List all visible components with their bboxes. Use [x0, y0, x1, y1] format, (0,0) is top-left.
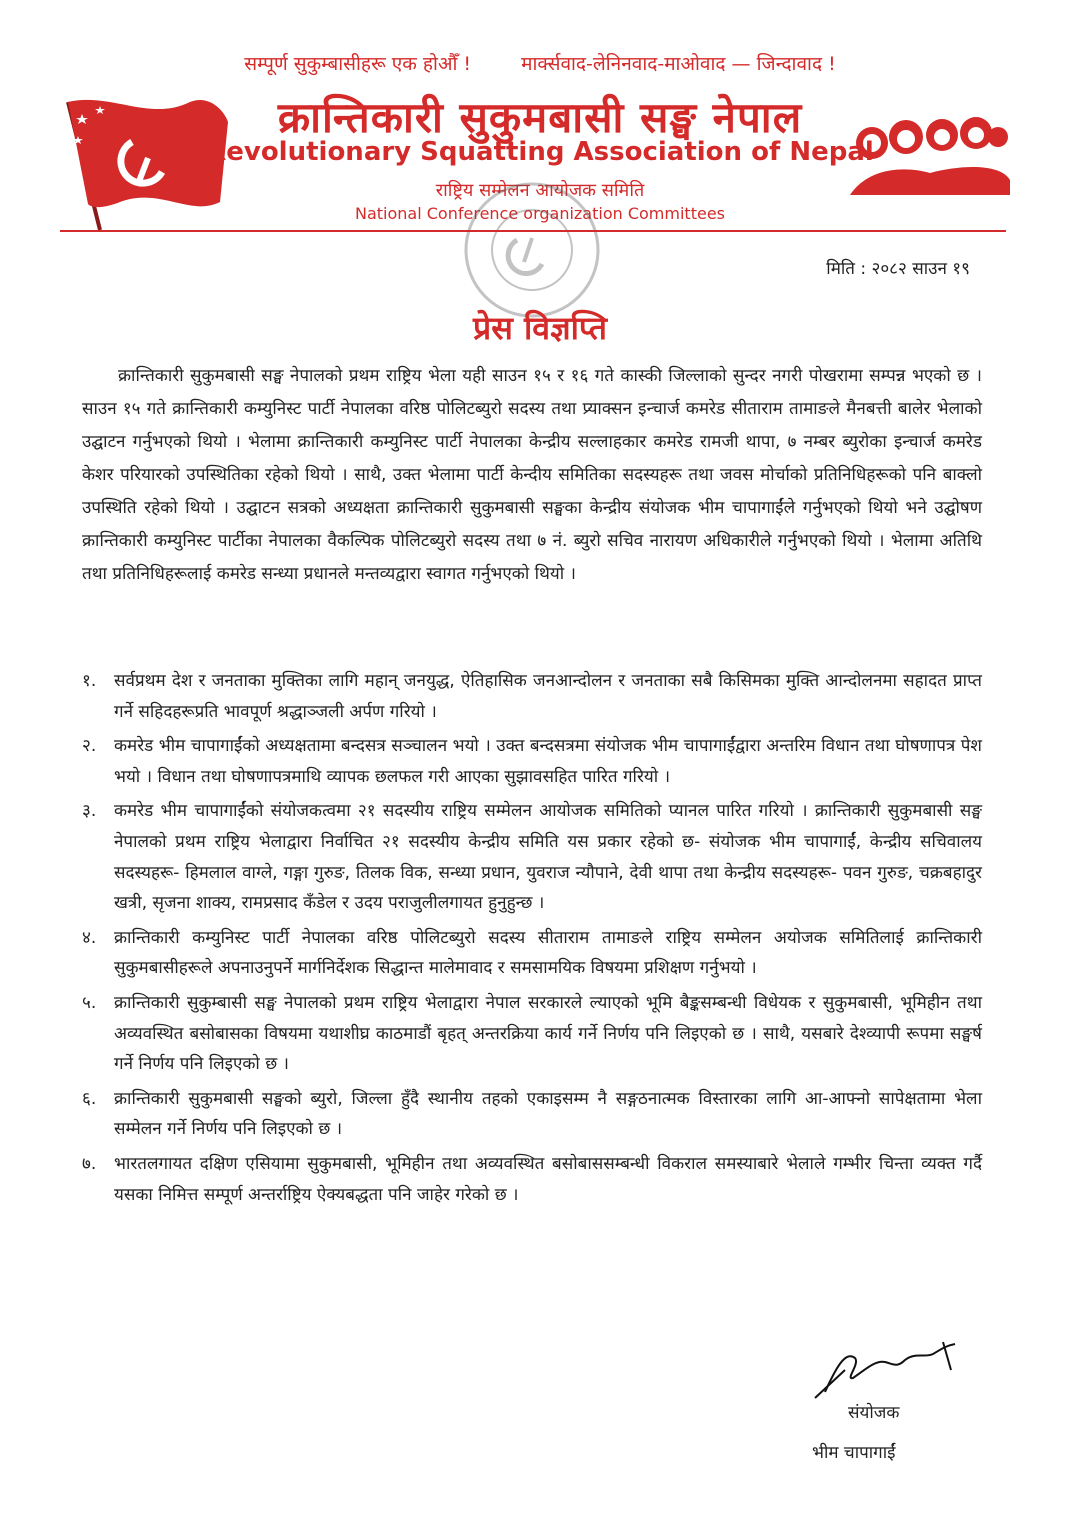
list-item: [82, 1084, 982, 1145]
list-item-number: १.: [82, 671, 97, 691]
list-item-number: ६.: [82, 1088, 97, 1109]
list-item: [82, 1149, 982, 1210]
decision-list: [82, 666, 982, 1214]
header-divider: [60, 230, 1006, 232]
list-item-text: सर्वप्रथम देश र जनताका मुक्तिका लागि महान् जनयुद्ध, ऐतिहासिक जनआन्दोलन र जनताका सबै किसिमका मुक्ति आन्दोलनमा सहादत प्राप्त गर्ने सहिदहरूप्रति भावपूर्ण श्रद्धाञ्जली अर्पण गरियो ।: [114, 671, 982, 722]
list-item-text: कमरेड भीम चापागाईंको संयोजकत्वमा २१ सदस्यीय राष्ट्रिय सम्मेलन आयोजक समितिको प्यानल पारित गरियो । क्रान्तिकारी सुकुमबासी सङ्घ नेपालको प्रथम राष्ट्रिय भेलाद्वारा निर्वाचित २१ सदस्यीय केन्द्रीय समिति यस प्रकार रहेको छ- संयोजक भीम चापागाईं, केन्द्रीय सचिवालय सदस्यहरू- हिमलाल वाग्ले, गङ्गा गुरुङ, तिलक विक, सन्ध्या प्रधान, युवराज न्यौपाने, देवी थापा तथा केन्द्रीय सदस्यहरू- पवन गुरुङ, चक्रबहादुर खत्री, सृजना शाक्य, रामप्रसाद कँडेल र उदय पराजुलीलगायत हुनुहुन्छ ।: [114, 801, 982, 914]
signatory-name: भीम चापागाईं: [812, 1443, 896, 1463]
intro-text: क्रान्तिकारी सुकुमबासी सङ्घ नेपालको प्रथम राष्ट्रिय भेला यही साउन १५ र १६ गते कास्की जिल्लाको सुन्दर नगरी पोखरामा सम्पन्न भएको छ । साउन १५ गते क्रान्तिकारी कम्युनिस्ट पार्टी नेपालका वरिष्ठ पोलिटब्युरो सदस्य तथा प्र्याक्सन इन्चार्ज कमरेड सीताराम तामाङले मैनबत्ती बालेर भेलाको उद्घाटन गर्नुभएको थियो । भेलामा क्रान्तिकारी कम्युनिस्ट पार्टी नेपालका केन्द्रीय सल्लाहकार कमरेड रामजी थापा, ७ नम्बर ब्युरोका इन्चार्ज कमरेड केशर परियारको उपस्थितिका रहेको थियो । साथै, उक्त भेलामा पार्टी केन्दीय समितिका सदस्यहरू तथा जवस मोर्चाको प्रतिनिधिहरूको पनि बाक्लो उपस्थिति रहेको थियो । उद्घाटन सत्रको अध्यक्षता क्रान्तिकारी सुकुमबासी सङ्घका केन्द्रीय संयोजक भीम चापागाईंले गर्नुभएको थियो भने उद्घोषण क्रान्तिकारी कम्युनिस्ट पार्टीका नेपालका वैकल्पिक पोलिटब्युरो सदस्य तथा ७ नं. ब्युरो सचिव नारायण अधिकारीले गर्नुभएको थियो । भेलामा अतिथि तथा प्रतिनिधिहरूलाई कमरेड सन्ध्या प्रधानले मन्तव्यद्वारा स्वागत गर्नुभएको थियो ।: [82, 366, 982, 584]
list-item: [82, 666, 982, 727]
page-title: प्रेस विज्ञप्ति: [473, 309, 607, 347]
slogan-right: मार्क्सवाद-लेनिनवाद-माओवाद — जिन्दावाद !: [521, 53, 836, 75]
list-item-number: ७.: [82, 1153, 97, 1174]
organization-name-nepali: क्रान्तिकारी सुकुमबासी सङ्घ नेपाल: [277, 93, 803, 142]
committee-name-english: National Conference organization Committees: [355, 204, 725, 223]
list-item-number: ४.: [82, 927, 97, 948]
signatory-role: संयोजक: [848, 1403, 900, 1423]
list-item-text: कमरेड भीम चापागाईंको अध्यक्षतामा बन्दसत्र सञ्चालन भयो । उक्त बन्दसत्रमा संयोजक भीम चापागाईंद्वारा अन्तरिम विधान तथा घोषणापत्र पेश भयो । विधान तथा घोषणापत्रमाथि व्यापक छलफल गरी आएका सुझावसहित पारित गरियो ।: [114, 736, 982, 787]
organization-seal-icon: [462, 180, 602, 320]
signature-mark: [805, 1340, 975, 1400]
list-item-text: भारतलगायत दक्षिण एसियामा सुकुमबासी, भूमिहीन तथा अव्यवस्थित बसोबाससम्बन्धी विकराल समस्याबारे भेलाले गम्भीर चिन्ता व्यक्त गर्दै यसका निमित्त सम्पूर्ण अन्तर्राष्ट्रिय ऐक्यबद्धता पनि जाहेर गरेको छ ।: [114, 1153, 982, 1205]
list-item-number: ३.: [82, 801, 97, 822]
list-item: [82, 923, 982, 984]
list-item-text: क्रान्तिकारी कम्युनिस्ट पार्टी नेपालका वरिष्ठ पोलिटब्युरो सदस्य सीताराम तामाङले राष्ट्रिय सम्मेलन अयोजक समितिलाई क्रान्तिकारी सुकुमबासीहरूले अपनाउनुपर्ने मार्गनिर्देशक सिद्धान्त मालेमावाद र समसामयिक विषयमा प्रशिक्षण गर्नुभयो ।: [114, 927, 982, 979]
date: मिति : २०८२ साउन १९: [826, 259, 970, 279]
list-item-text: क्रान्तिकारी सुकुम्बासी सङ्घ नेपालको प्रथम राष्ट्रिय भेलाद्वारा नेपाल सरकारले ल्याएको भूमि बैङ्कसम्बन्धी विधेयक र सुकुमबासी, भूमिहीन तथा अव्यवस्थित बसोबासका विषयमा यथाशीघ्र काठमाडौं बृहत् अन्तरक्रिया कार्य गर्ने निर्णय पनि लिइएको छ । साथै, यसबारे देश्व्यापी रूपमा सङ्घर्ष गर्ने निर्णय पनि लिइएको छ ।: [114, 992, 982, 1075]
committee-name-nepali: राष्ट्रिय सम्मेलन आयोजक समिति: [435, 180, 645, 201]
list-item: [82, 796, 982, 918]
intro-paragraph: [82, 360, 982, 591]
slogans: [0, 50, 1080, 76]
list-item-text: क्रान्तिकारी सुकुमबासी सङ्घको ब्युरो, जिल्ला हुँदै स्थानीय तहको एकाइसम्म नै सङ्गठनात्मक विस्तारका लागि आ-आफ्नो सापेक्षतामा भेला सम्मेलन गर्ने निर्णय पनि लिइएको छ ।: [114, 1088, 982, 1140]
slogan-left: सम्पूर्ण सुकुम्बासीहरू एक होऔँ !: [244, 53, 472, 75]
list-item-number: २.: [82, 736, 97, 757]
list-item: [82, 731, 982, 792]
organization-name-english: Revolutionary Squatting Association of Nepal: [206, 137, 874, 167]
list-item: [82, 988, 982, 1080]
list-item-number: ५.: [82, 992, 97, 1013]
